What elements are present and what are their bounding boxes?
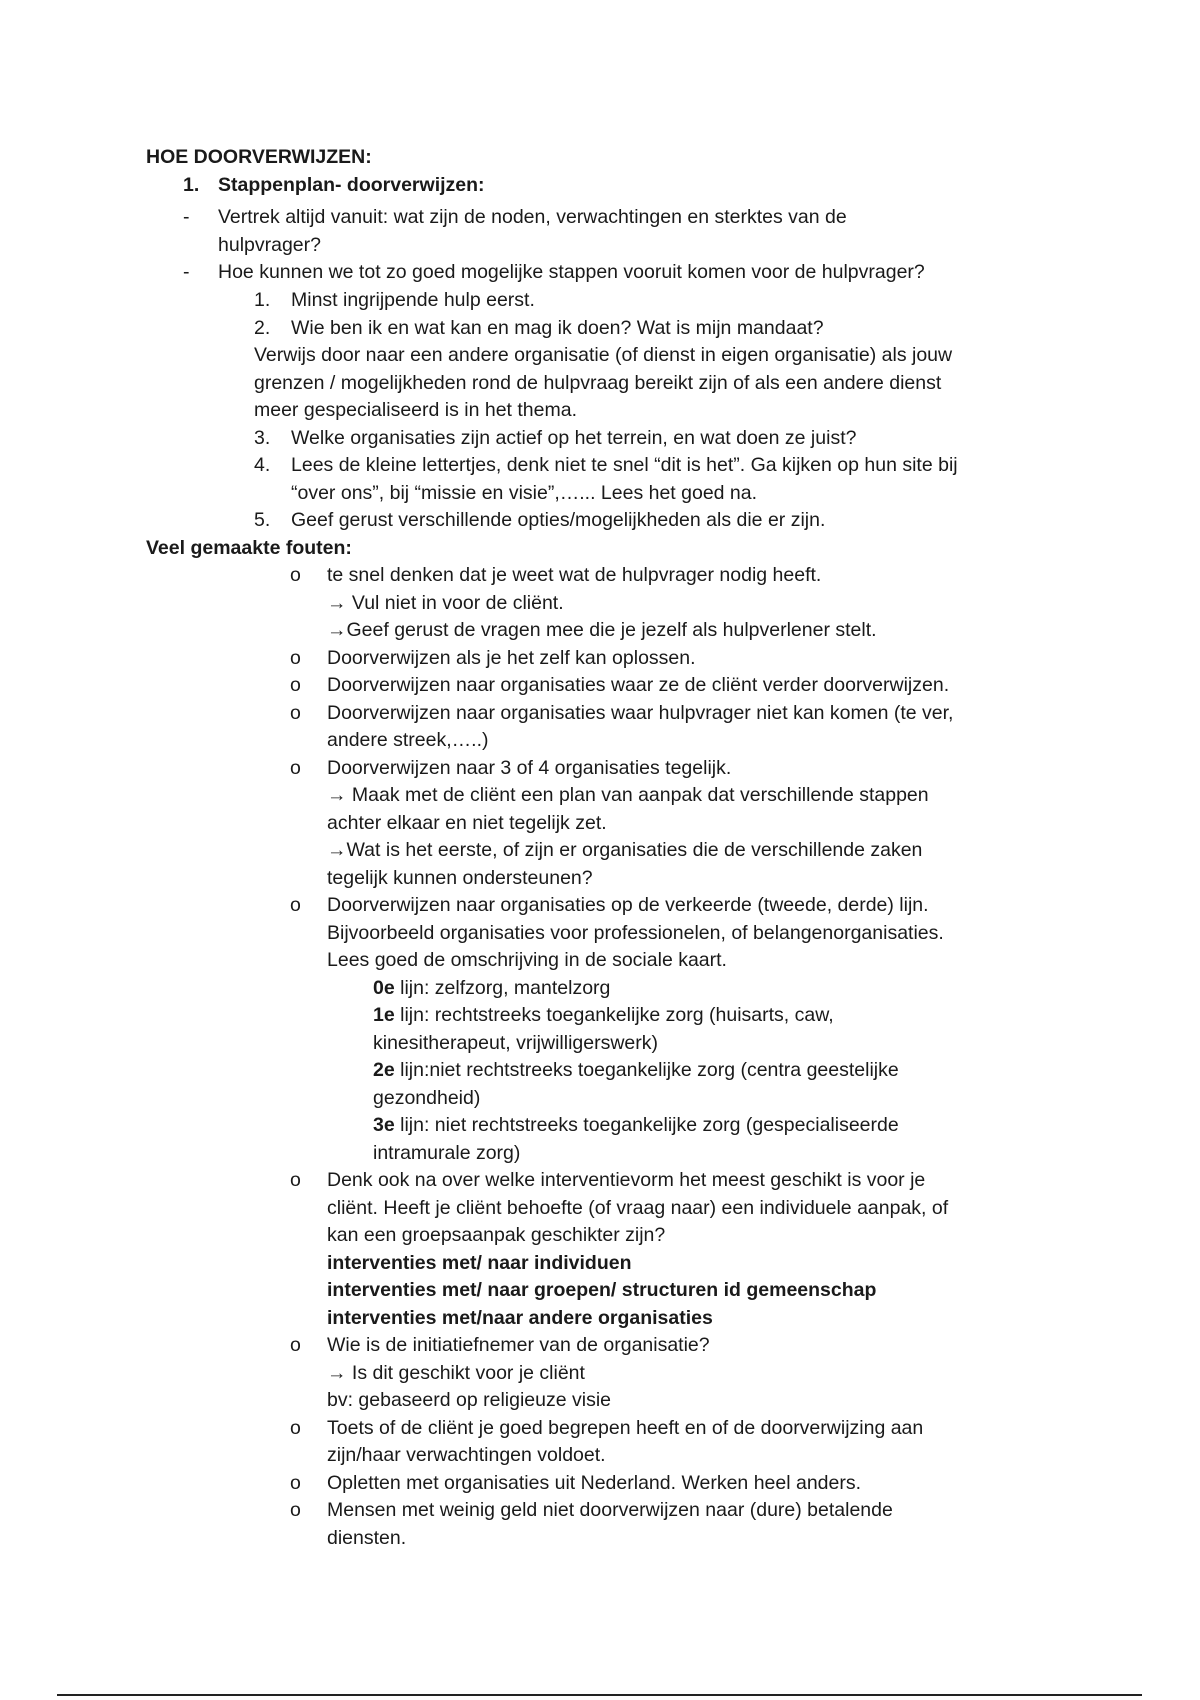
- care-line-label: 1e: [373, 1004, 395, 1026]
- care-line-text: lijn: zelfzorg, mantelzorg: [394, 977, 611, 999]
- document-title: HOE DOORVERWIJZEN:: [146, 146, 372, 168]
- mistake-line: Doorverwijzen naar organisaties op de verkeerde (tweede, derde) lijn.: [327, 894, 929, 916]
- care-line-3e: [373, 1112, 899, 1140]
- dash-marker: -: [183, 206, 190, 228]
- mistake-line: → Maak met de cliënt een plan van aanpak dat verschillende stappen: [327, 784, 929, 806]
- mistake-line: diensten.: [327, 1527, 407, 1549]
- step-text: Welke organisaties zijn actief op het terrein, en wat doen ze juist?: [291, 427, 857, 449]
- step-number: 4.: [254, 454, 271, 476]
- mistake-line: andere streek,…..): [327, 729, 489, 751]
- intervention-line: interventies met/naar andere organisaties: [327, 1307, 713, 1329]
- care-line-text: gezondheid): [373, 1087, 481, 1109]
- mistake-line: Doorverwijzen naar organisaties waar hulpvrager niet kan komen (te ver,: [327, 702, 954, 724]
- dash-item-line: Vertrek altijd vanuit: wat zijn de noden, verwachtingen en sterktes van de: [218, 206, 847, 228]
- dash-item-line: hulpvrager?: [218, 234, 321, 256]
- mistake-line: Wie is de initiatiefnemer van de organisatie?: [327, 1334, 710, 1356]
- dash-item-line: Hoe kunnen we tot zo goed mogelijke stappen vooruit komen voor de hulpvrager?: [218, 261, 925, 283]
- mistake-line: Doorverwijzen als je het zelf kan oplossen.: [327, 647, 696, 669]
- mistake-line: Mensen met weinig geld niet doorverwijzen naar (dure) betalende: [327, 1499, 893, 1521]
- mistake-line: → Vul niet in voor de cliënt.: [327, 592, 564, 614]
- mistake-line: achter elkaar en niet tegelijk zet.: [327, 812, 607, 834]
- paragraph-line: grenzen / mogelijkheden rond de hulpvraag bereikt zijn of als een andere dienst: [254, 372, 942, 394]
- step-text: Geef gerust verschillende opties/mogelijkheden als die er zijn.: [291, 509, 826, 531]
- step-text: Lees de kleine lettertjes, denk niet te snel “dit is het”. Ga kijken op hun site bij: [291, 454, 958, 476]
- bullet-marker: o: [290, 1417, 301, 1439]
- section-heading: Stappenplan- doorverwijzen:: [218, 174, 485, 196]
- care-line-text: lijn: rechtstreeks toegankelijke zorg (huisarts, caw,: [394, 1004, 834, 1026]
- step-text: Wie ben ik en wat kan en mag ik doen? Wat is mijn mandaat?: [291, 317, 824, 339]
- step-number: 1.: [254, 289, 271, 311]
- mistake-line: Toets of de cliënt je goed begrepen heeft en of de doorverwijzing aan: [327, 1417, 924, 1439]
- mistake-line: zijn/haar verwachtingen voldoet.: [327, 1444, 606, 1466]
- intervention-line: interventies met/ naar groepen/ structuren id gemeenschap: [327, 1279, 877, 1301]
- mistake-line: Lees goed de omschrijving in de sociale kaart.: [327, 949, 727, 971]
- paragraph-line: meer gespecialiseerd is in het thema.: [254, 399, 577, 421]
- care-line-label: 3e: [373, 1114, 395, 1136]
- mistake-line: → Is dit geschikt voor je cliënt: [327, 1362, 585, 1384]
- bullet-marker: o: [290, 674, 301, 696]
- mistake-line: Bijvoorbeeld organisaties voor professionelen, of belangenorganisaties.: [327, 922, 944, 944]
- mistake-line: Opletten met organisaties uit Nederland. Werken heel anders.: [327, 1472, 862, 1494]
- step-number: 5.: [254, 509, 271, 531]
- mistake-line: te snel denken dat je weet wat de hulpvrager nodig heeft.: [327, 564, 822, 586]
- bullet-marker: o: [290, 1169, 301, 1191]
- dash-marker: -: [183, 261, 190, 283]
- care-line-2e: [373, 1057, 899, 1085]
- step-text: Minst ingrijpende hulp eerst.: [291, 289, 535, 311]
- care-line-1e: [373, 1002, 834, 1030]
- bullet-marker: o: [290, 702, 301, 724]
- bullet-marker: o: [290, 894, 301, 916]
- page-bottom-rule: [57, 1694, 1142, 1696]
- care-line-label: 0e: [373, 977, 395, 999]
- bullet-marker: o: [290, 647, 301, 669]
- mistake-line: Doorverwijzen naar 3 of 4 organisaties tegelijk.: [327, 757, 732, 779]
- intervention-line: interventies met/ naar individuen: [327, 1252, 632, 1274]
- step-number: 3.: [254, 427, 271, 449]
- bullet-marker: o: [290, 564, 301, 586]
- step-text: “over ons”, bij “missie en visie”,…... Lees het goed na.: [291, 482, 758, 504]
- bullet-marker: o: [290, 757, 301, 779]
- mistake-line: tegelijk kunnen ondersteunen?: [327, 867, 593, 889]
- mistake-line: bv: gebaseerd op religieuze visie: [327, 1389, 612, 1411]
- bullet-marker: o: [290, 1499, 301, 1521]
- mistake-line: →Wat is het eerste, of zijn er organisaties die de verschillende zaken: [327, 839, 923, 861]
- mistakes-heading: Veel gemaakte fouten:: [146, 537, 352, 559]
- care-line-text: intramurale zorg): [373, 1142, 521, 1164]
- mistake-line: →Geef gerust de vragen mee die je jezelf als hulpverlener stelt.: [327, 619, 877, 641]
- bullet-marker: o: [290, 1472, 301, 1494]
- paragraph-line: Verwijs door naar een andere organisatie (of dienst in eigen organisatie) als jouw: [254, 344, 953, 366]
- mistake-line: Denk ook na over welke interventievorm het meest geschikt is voor je: [327, 1169, 926, 1191]
- mistake-line: kan een groepsaanpak geschikter zijn?: [327, 1224, 666, 1246]
- care-line-0e: [373, 975, 610, 1003]
- bullet-marker: o: [290, 1334, 301, 1356]
- care-line-label: 2e: [373, 1059, 395, 1081]
- step-number: 2.: [254, 317, 271, 339]
- care-line-text: lijn: niet rechtstreeks toegankelijke zorg (gespecialiseerde: [394, 1114, 899, 1136]
- section-number: 1.: [183, 174, 200, 196]
- care-line-text: lijn:niet rechtstreeks toegankelijke zorg (centra geestelijke: [394, 1059, 899, 1081]
- mistake-line: Doorverwijzen naar organisaties waar ze de cliënt verder doorverwijzen.: [327, 674, 950, 696]
- care-line-text: kinesitherapeut, vrijwilligerswerk): [373, 1032, 659, 1054]
- mistake-line: cliënt. Heeft je cliënt behoefte (of vraag naar) een individuele aanpak, of: [327, 1197, 949, 1219]
